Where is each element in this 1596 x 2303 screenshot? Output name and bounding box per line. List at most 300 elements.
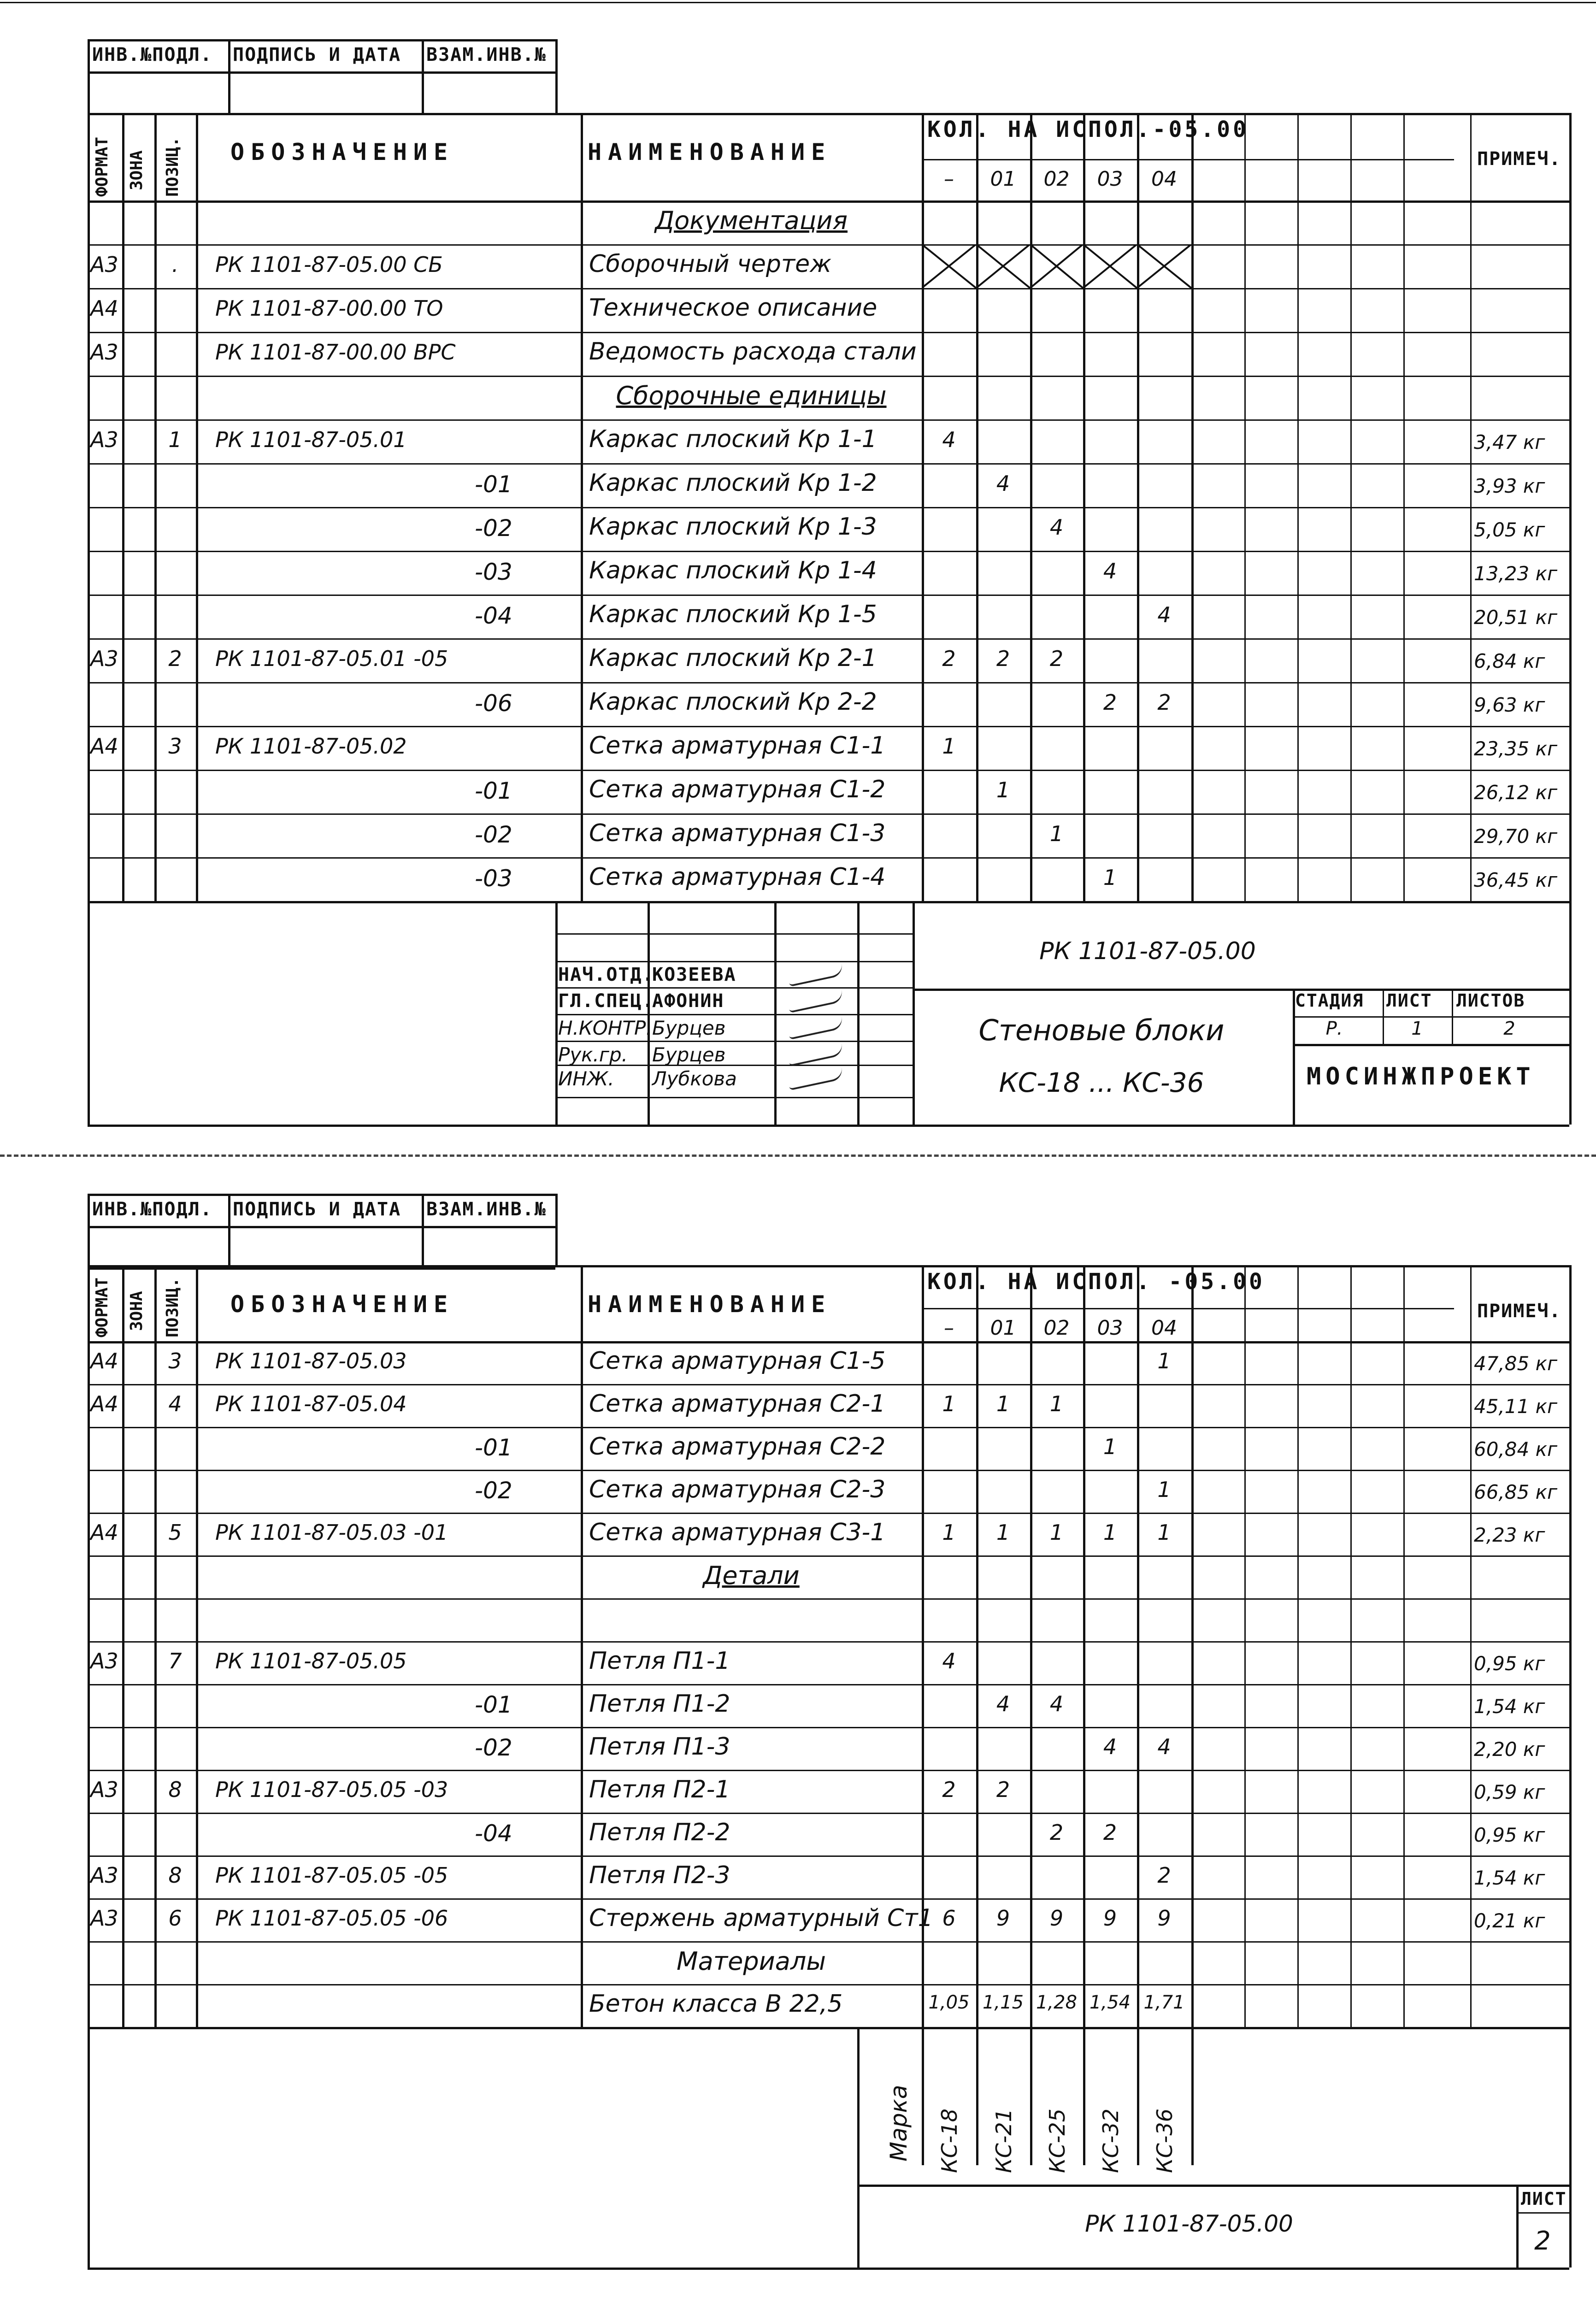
grid-line (88, 1265, 1569, 1267)
row-qty: 2 (996, 1777, 1010, 1802)
prim-header: ПРИМЕЧ. (1477, 148, 1561, 170)
grid-line (555, 987, 913, 989)
row-remark: 66,85 кг (1474, 1480, 1558, 1503)
row-designation: -02 (475, 1477, 512, 1504)
row-name: Сетка арматурная С1-2 (589, 776, 886, 804)
row-qty: 1 (996, 777, 1010, 802)
signer-role: Рук.гр. (558, 1043, 628, 1066)
grid-line (88, 2027, 90, 2268)
grid-line (976, 113, 978, 901)
signature (788, 964, 844, 987)
row-qty: 2 (942, 1777, 956, 1802)
doc-code: РК 1101-87-05.00 (1039, 937, 1256, 965)
grid-line (581, 1265, 583, 2027)
row-name: Каркас плоский Кр 1-5 (589, 601, 877, 629)
grid-line (88, 1265, 90, 2027)
grid-line (1516, 2212, 1569, 2214)
section-title: Сборочные единицы (616, 381, 887, 411)
grid-line (88, 113, 1569, 115)
cut-line (0, 1154, 1596, 1157)
grid-line (196, 113, 198, 901)
stage-value: Р. (1325, 1018, 1343, 1039)
row-qty: 1 (1103, 1434, 1117, 1460)
row-qty: 2 (1157, 689, 1171, 715)
organization: МОСИНЖПРОЕКТ (1307, 1063, 1535, 1090)
grid-line (1083, 113, 1085, 901)
row-designation: РК 1101-87-05.03 -01 (215, 1520, 448, 1545)
row-position: 7 (168, 1649, 182, 1674)
grid-line (422, 39, 424, 113)
row-remark: 6,84 кг (1474, 649, 1545, 672)
row-designation: РК 1101-87-05.05 -05 (215, 1863, 448, 1888)
poz-header: ПОЗИЦ. (163, 136, 182, 197)
grid-line (88, 2027, 1569, 2029)
row-name: Сетка арматурная С3-1 (589, 1518, 886, 1546)
row-remark: 9,63 кг (1474, 693, 1545, 716)
row-designation: РК 1101-87-05.01 -05 (215, 646, 448, 671)
row-qty: 1 (1103, 1520, 1117, 1545)
row-remark: 45,11 кг (1474, 1395, 1558, 1418)
grid-line (555, 1097, 913, 1098)
grid-line (555, 961, 913, 962)
row-qty: 1 (1103, 865, 1117, 890)
row-name: Ведомость расхода стали (589, 338, 917, 366)
grid-line (88, 1267, 555, 1270)
row-format: А3 (90, 427, 118, 452)
grid-line (1452, 989, 1453, 1044)
row-designation: РК 1101-87-05.00 СБ (215, 252, 443, 277)
ispol-header-2: 02 (1043, 1316, 1070, 1340)
grid-line (1516, 2185, 1519, 2268)
row-designation: -01 (475, 1691, 512, 1719)
signer-name: Бурцев (652, 1017, 726, 1039)
signature (788, 1067, 844, 1090)
grid-line (88, 113, 90, 901)
grid-line (88, 288, 1569, 289)
section-title: Материалы (677, 1946, 826, 1976)
mark-label: КС-21 (991, 2109, 1016, 2173)
row-designation: -01 (475, 471, 512, 498)
grid-line (88, 2268, 1569, 2270)
row-qty: 1 (1157, 1520, 1171, 1545)
signer-role: ИНЖ. (558, 1067, 614, 1090)
grid-line (88, 71, 555, 74)
grid-line (88, 1341, 1569, 1343)
row-qty: 1,05 (928, 1992, 970, 2014)
row-name: Сетка арматурная С2-2 (589, 1432, 886, 1461)
grid-line (857, 2027, 860, 2185)
grid-line (1470, 1265, 1472, 2027)
row-qty: 1 (1049, 821, 1064, 846)
grid-line (1350, 113, 1352, 901)
grid-line (1297, 1265, 1299, 2027)
row-name: Петля П1-2 (589, 1690, 730, 1718)
zona-header: ЗОНА (127, 150, 146, 190)
row-qty: 4 (1103, 558, 1117, 583)
row-qty: 4 (942, 427, 956, 452)
list-header: ЛИСТ (1386, 990, 1432, 1011)
grid-line (555, 1014, 913, 1015)
row-qty: 1 (1157, 1349, 1171, 1374)
list-value: 2 (1534, 2226, 1551, 2256)
grid-line (922, 1308, 1454, 1309)
listov-header: ЛИСТОВ (1456, 990, 1525, 1011)
ispol-header-0: – (944, 1316, 954, 1340)
row-qty: 1 (1049, 1520, 1064, 1545)
grid-line (1030, 113, 1032, 901)
row-designation: -02 (475, 514, 512, 542)
grid-line (88, 682, 1569, 683)
grid-line (88, 1427, 1569, 1428)
row-qty: 4 (996, 1691, 1010, 1717)
row-designation: -04 (475, 1820, 512, 1847)
row-name: Каркас плоский Кр 2-2 (589, 688, 877, 716)
grid-line (88, 332, 1569, 333)
row-designation: -02 (475, 821, 512, 848)
grid-line (1350, 1265, 1352, 2027)
grid-line (88, 1470, 1569, 1471)
grid-line (1137, 1265, 1139, 2165)
grid-line (88, 857, 1569, 859)
grid-line (88, 726, 1569, 727)
signer-role: Н.КОНТР. (558, 1017, 652, 1039)
grid-line (88, 901, 90, 1125)
mark-label: КС-32 (1098, 2109, 1123, 2173)
section-title: Детали (703, 1561, 800, 1590)
row-remark: 13,23 кг (1474, 562, 1558, 585)
row-remark: 3,93 кг (1474, 474, 1545, 497)
grid-line (88, 638, 1569, 640)
row-remark: 23,35 кг (1474, 737, 1558, 760)
ispol-header-4: 04 (1151, 167, 1177, 191)
row-name: Техническое описание (589, 294, 878, 322)
row-remark: 26,12 кг (1474, 781, 1558, 804)
grid-line (1083, 1265, 1085, 2165)
row-remark: 2,23 кг (1474, 1523, 1545, 1546)
row-position: 8 (168, 1863, 182, 1888)
row-position: 6 (168, 1906, 182, 1931)
doc-code: РК 1101-87-05.00 (1085, 2210, 1293, 2237)
row-remark: 20,51 кг (1474, 606, 1558, 629)
signature (788, 1017, 844, 1040)
row-designation: -01 (475, 1434, 512, 1461)
row-format: А3 (90, 1649, 118, 1674)
section-title: Документация (655, 206, 848, 236)
grid-line (88, 1555, 1569, 1557)
row-qty: 4 (1157, 602, 1171, 627)
zona-header: ЗОНА (127, 1291, 146, 1331)
grid-line (922, 113, 924, 901)
grid-line (88, 39, 90, 113)
row-qty: 9 (1049, 1906, 1064, 1931)
grid-line (555, 933, 913, 935)
grid-line (1244, 1265, 1246, 2027)
stamp-inv-podl: ИНВ.№ПОДЛ. (92, 1199, 212, 1220)
grid-line (88, 463, 1569, 465)
signer-role: ГЛ.СПЕЦ. (558, 990, 654, 1012)
row-format: А3 (90, 339, 118, 365)
row-qty: 9 (996, 1906, 1010, 1931)
grid-line (88, 1598, 1569, 1600)
row-designation: -01 (475, 777, 512, 804)
grid-line (1191, 1265, 1194, 2165)
row-format: А4 (90, 1520, 118, 1545)
row-qty: 1,28 (1036, 1992, 1078, 2014)
row-position: 3 (168, 733, 182, 759)
row-qty: 1,15 (982, 1992, 1024, 2014)
oboz-header: ОБОЗНАЧЕНИЕ (230, 1291, 454, 1318)
grid-line (88, 376, 1569, 377)
grid-line (154, 1265, 157, 2027)
row-remark: 29,70 кг (1474, 825, 1558, 848)
row-name: Петля П1-3 (589, 1732, 730, 1761)
row-designation: РК 1101-87-05.05 -03 (215, 1777, 448, 1802)
row-qty: 1 (942, 733, 956, 759)
mark-label: КС-25 (1044, 2109, 1070, 2173)
row-remark: 0,95 кг (1474, 1823, 1545, 1846)
grid-line (88, 1513, 1569, 1514)
grid-line (122, 1265, 124, 2027)
grid-line (1569, 113, 1572, 1125)
grid-line (922, 159, 1454, 160)
row-designation: РК 1101-87-05.03 (215, 1349, 407, 1374)
crossed-cells (922, 244, 1191, 288)
signature (788, 990, 844, 1013)
row-remark: 0,21 кг (1474, 1909, 1545, 1932)
grid-line (196, 1265, 198, 2027)
row-name: Стержень арматурный Ст1 (589, 1904, 933, 1932)
grid-line (1137, 113, 1139, 901)
row-qty: 4 (1049, 514, 1064, 540)
row-qty: 2 (1103, 1820, 1117, 1845)
row-name: Сборочный чертеж (589, 250, 831, 278)
ispol-header-1: 01 (990, 167, 1016, 191)
row-name: Бетон класса В 22,5 (589, 1990, 843, 2018)
row-name: Каркас плоский Кр 2-1 (589, 644, 877, 672)
row-designation: -03 (475, 865, 512, 892)
row-name: Петля П1-1 (589, 1647, 730, 1675)
stamp-vzam: ВЗАМ.ИНВ.№ (426, 1199, 547, 1220)
row-qty: 2 (1157, 1863, 1171, 1888)
row-remark: 2,20 кг (1474, 1738, 1545, 1761)
grid-line (228, 39, 230, 113)
kol-header: КОЛ. НА ИСПОЛ. -05.00 (927, 1269, 1265, 1295)
row-name: Сетка арматурная С1-1 (589, 732, 886, 760)
row-designation: -06 (475, 689, 512, 717)
row-format: А3 (90, 1777, 118, 1802)
grid-line (88, 244, 1569, 246)
grid-line (88, 1384, 1569, 1385)
row-qty: 1 (1157, 1477, 1171, 1502)
poz-header: ПОЗИЦ. (163, 1277, 182, 1337)
signer-name: АФОНИН (652, 990, 724, 1012)
doc-name-line1: Стеновые блоки (978, 1013, 1225, 1047)
row-name: Каркас плоский Кр 1-1 (589, 425, 877, 454)
grid-line (555, 1194, 558, 1267)
grid-line (88, 1194, 555, 1196)
row-designation: РК 1101-87-05.02 (215, 733, 407, 759)
grid-line (88, 551, 1569, 552)
grid-line (913, 901, 915, 1125)
row-designation: -03 (475, 558, 512, 585)
grid-line (1470, 113, 1472, 901)
grid-line (1403, 1265, 1405, 2027)
grid-line (1191, 113, 1194, 901)
row-remark: 1,54 кг (1474, 1866, 1545, 1889)
signer-name: Лубкова (652, 1067, 737, 1090)
grid-line (922, 1265, 924, 2165)
grid-line (88, 507, 1569, 508)
row-qty: 4 (1103, 1734, 1117, 1760)
grid-line (1297, 113, 1299, 901)
row-qty: 2 (1049, 1820, 1064, 1845)
grid-line (1030, 1265, 1032, 2165)
row-designation: РК 1101-87-05.01 (215, 427, 407, 452)
listov-value: 2 (1503, 1018, 1515, 1039)
row-name: Сетка арматурная С2-3 (589, 1475, 886, 1503)
row-format: А3 (90, 252, 118, 277)
grid-line (857, 2185, 860, 2268)
grid-line (857, 2185, 1569, 2187)
row-remark: 3,47 кг (1474, 430, 1545, 454)
row-designation: РК 1101-87-05.05 -06 (215, 1906, 448, 1931)
naim-header: НАИМЕНОВАНИЕ (588, 1291, 832, 1318)
row-qty: 4 (996, 471, 1010, 496)
row-name: Сетка арматурная С1-5 (589, 1347, 886, 1375)
grid-line (581, 113, 583, 901)
row-remark: 1,54 кг (1474, 1695, 1545, 1718)
signer-name: Бурцев (652, 1043, 726, 1066)
grid-line (88, 813, 1569, 815)
mark-label: КС-18 (937, 2109, 962, 2173)
stamp-vzam: ВЗАМ.ИНВ.№ (426, 44, 547, 65)
row-qty: 1 (996, 1520, 1010, 1545)
row-qty: 4 (1157, 1734, 1171, 1760)
stamp-inv-podl: ИНВ.№ПОДЛ. (92, 44, 212, 65)
row-name: Петля П2-2 (589, 1818, 730, 1846)
row-format: А3 (90, 1906, 118, 1931)
row-qty: 2 (1103, 689, 1117, 715)
row-format: А4 (90, 295, 118, 321)
ispol-header-1: 01 (990, 1316, 1016, 1340)
grid-line (555, 901, 913, 903)
grid-line (154, 113, 157, 901)
naim-header: НАИМЕНОВАНИЕ (588, 139, 832, 165)
row-position: 4 (168, 1391, 182, 1417)
row-qty: 4 (1049, 1691, 1064, 1717)
grid-line (88, 1941, 1569, 1943)
row-qty: 2 (1049, 646, 1064, 671)
row-remark: 5,05 кг (1474, 518, 1545, 541)
row-remark: 0,95 кг (1474, 1652, 1545, 1675)
row-name: Петля П2-1 (589, 1775, 730, 1803)
row-qty: 1,54 (1089, 1992, 1131, 2014)
row-name: Сетка арматурная С1-3 (589, 819, 886, 848)
row-remark: 47,85 кг (1474, 1352, 1558, 1375)
grid-line (88, 770, 1569, 771)
row-position: 8 (168, 1777, 182, 1802)
row-position: . (171, 252, 179, 277)
ispol-header-3: 03 (1097, 167, 1123, 191)
row-qty: 2 (996, 646, 1010, 671)
row-qty: 6 (942, 1906, 956, 1931)
row-qty: 1,71 (1143, 1992, 1185, 2014)
kol-header: КОЛ. НА ИСПОЛ.-05.00 (927, 117, 1249, 142)
row-designation: -04 (475, 602, 512, 629)
ispol-header-4: 04 (1151, 1316, 1177, 1340)
grid-line (122, 113, 124, 901)
signature (788, 1043, 844, 1066)
row-name: Каркас плоский Кр 1-4 (589, 557, 877, 585)
stage-header: СТАДИЯ (1295, 990, 1364, 1011)
row-name: Петля П2-3 (589, 1861, 730, 1889)
grid-line (88, 200, 1569, 203)
row-format: А3 (90, 1863, 118, 1888)
prim-header: ПРИМЕЧ. (1477, 1301, 1561, 1322)
row-designation: РК 1101-87-00.00 ТО (215, 295, 443, 321)
ispol-header-3: 03 (1097, 1316, 1123, 1340)
grid-line (88, 595, 1569, 596)
mark-label: КС-36 (1152, 2109, 1177, 2173)
grid-line (1293, 1044, 1569, 1046)
row-name: Каркас плоский Кр 1-3 (589, 513, 877, 541)
grid-line (228, 1194, 230, 1267)
grid-line (88, 1984, 1569, 1985)
grid-line (1569, 1265, 1572, 2268)
list-header: ЛИСТ (1521, 2189, 1567, 2209)
grid-line (1293, 1016, 1569, 1018)
row-qty: 9 (1103, 1906, 1117, 1931)
row-qty: 1 (942, 1391, 956, 1417)
marka-label: Марка (885, 2085, 912, 2162)
grid-line (88, 1898, 1569, 1900)
grid-line (88, 419, 1569, 421)
row-name: Сетка арматурная С1-4 (589, 863, 886, 891)
signer-role: НАЧ.ОТД. (558, 964, 654, 985)
grid-line (88, 1813, 1569, 1814)
row-remark: 36,45 кг (1474, 868, 1558, 891)
grid-line (88, 1684, 1569, 1685)
grid-line (88, 1194, 90, 1267)
row-format: А4 (90, 1391, 118, 1417)
grid-line (88, 1226, 555, 1228)
grid-line (1383, 989, 1384, 1044)
stamp-podpis: ПОДПИСЬ И ДАТА (233, 44, 401, 65)
grid-line (1244, 113, 1246, 901)
row-remark: 60,84 кг (1474, 1437, 1558, 1461)
row-qty: 1 (996, 1391, 1010, 1417)
top-edge (0, 2, 1596, 3)
format-header: ФОРМАТ (93, 1277, 112, 1337)
grid-line (88, 1125, 1569, 1127)
row-remark: 0,59 кг (1474, 1780, 1545, 1803)
grid-line (88, 39, 555, 41)
grid-line (88, 1855, 1569, 1857)
grid-line (88, 1641, 1569, 1643)
grid-line (555, 39, 558, 113)
grid-line (555, 1041, 913, 1042)
row-position: 2 (168, 646, 182, 671)
row-designation: РК 1101-87-05.05 (215, 1649, 407, 1674)
doc-name-line2: КС-18 ... КС-36 (999, 1067, 1204, 1098)
row-position: 1 (168, 427, 182, 452)
signer-name: КОЗЕЕВА (652, 964, 736, 985)
row-position: 5 (168, 1520, 182, 1545)
grid-line (422, 1194, 424, 1267)
grid-line (88, 1727, 1569, 1728)
row-name: Каркас плоский Кр 1-2 (589, 469, 877, 497)
grid-line (976, 1265, 978, 2165)
